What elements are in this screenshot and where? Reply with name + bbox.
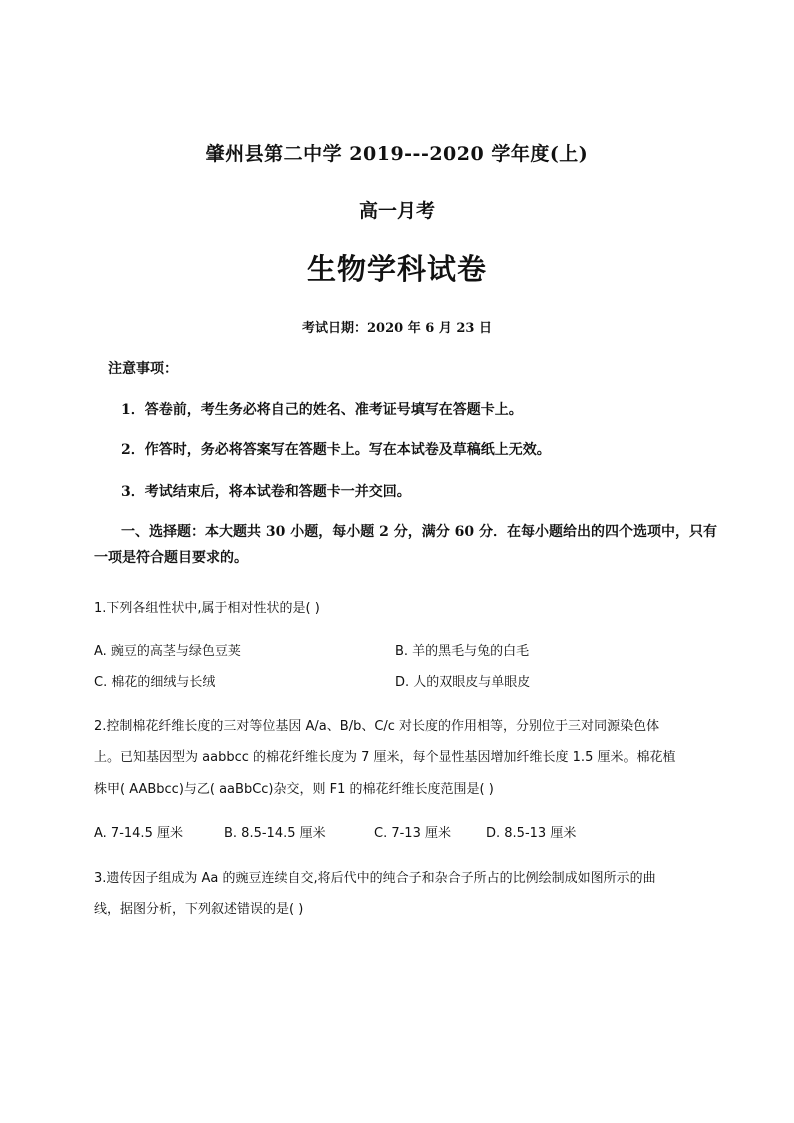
subject-title: 生物学科试卷 (306, 252, 487, 286)
question-1-option-c: C. 棉花的细绒与长绒 (94, 675, 216, 690)
exam-date: 考试日期：2020 年 6 月 23 日 (302, 321, 492, 336)
question-1-option-a: A. 豌豆的高茎与绿色豆荚 (94, 644, 241, 659)
school-title: 肇州县第二中学 2019---2020 学年度(上) (205, 143, 589, 165)
section-instruction-line2: 一项是符合题目要求的。 (94, 550, 248, 566)
exam-name: 高一月考 (358, 200, 435, 222)
question-2-option-d: D. 8.5-13 厘米 (486, 826, 577, 841)
question-2-option-c: C. 7-13 厘米 (374, 826, 451, 841)
question-1-stem: 1.下列各组性状中,属于相对性状的是( ) (94, 601, 320, 616)
question-1-option-b: B. 羊的黑毛与兔的白毛 (395, 644, 530, 659)
notice-item-1: 1．答卷前，考生务必将自己的姓名、准考证号填写在答题卡上。 (121, 402, 523, 418)
question-2-stem-line3: 株甲( AABbcc)与乙( aaBbCc)杂交，则 F1 的棉花纤维长度范围是( ) (94, 782, 494, 797)
question-1-option-d: D. 人的双眼皮与单眼皮 (395, 675, 531, 690)
section-instruction-line1: 一、选择题：本大题共 30 小题，每小题 2 分，满分 60 分．在每小题给出的四个选项中，只有 (121, 524, 717, 540)
notice-item-3: 3．考试结束后，将本试卷和答题卡一并交回。 (121, 484, 411, 500)
question-3-stem-line2: 线，据图分析，下列叙述错误的是( ) (94, 902, 304, 917)
question-2-stem-line2: 上。已知基因型为 aabbcc 的棉花纤维长度为 7 厘米，每个显性基因增加纤维长度 1.5 厘米。棉花植 (94, 750, 676, 765)
question-3-stem-line1: 3.遗传因子组成为 Aa 的豌豆连续自交,将后代中的纯合子和杂合子所占的比例绘制成如图所示的曲 (94, 871, 656, 886)
notice-item-2: 2．作答时，务必将答案写在答题卡上。写在本试卷及草稿纸上无效。 (121, 442, 551, 458)
question-2-option-a: A. 7-14.5 厘米 (94, 826, 183, 841)
question-2-stem-line1: 2.控制棉花纤维长度的三对等位基因 A/a、B/b、C/c 对长度的作用相等，分别位于三对同源染色体 (94, 719, 660, 734)
question-2-option-b: B. 8.5-14.5 厘米 (224, 826, 326, 841)
notice-heading: 注意事项： (108, 361, 178, 377)
